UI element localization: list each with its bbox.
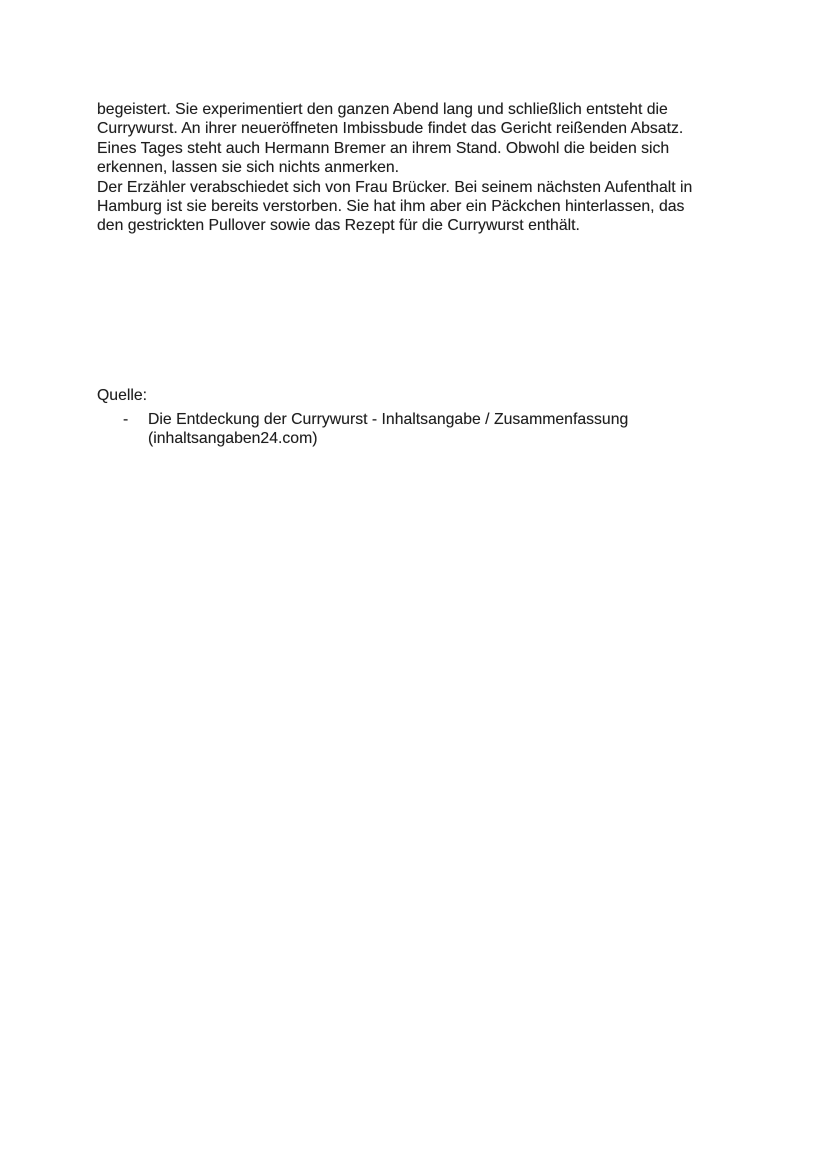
- source-item-line-1: Die Entdeckung der Currywurst - Inhaltsangabe / Zusammenfassung: [148, 410, 629, 428]
- text-line: begeistert. Sie experimentiert den ganzen Abend lang und schließlich entsteht die: [97, 101, 668, 118]
- source-item-line-2: (inhaltsangaben24.com): [148, 430, 318, 448]
- source-label: Quelle:: [97, 387, 148, 404]
- paragraph-1: [97, 100, 692, 178]
- text-line: Hamburg ist sie bereits verstorben. Sie hat ihm aber ein Päckchen hinterlassen, das: [97, 197, 685, 215]
- text-line: Currywurst. An ihrer neueröffneten Imbissbude findet das Gericht reißenden Absatz.: [97, 120, 684, 138]
- source-list-item: [123, 410, 628, 449]
- paragraph-2: [97, 178, 692, 236]
- text-line: erkennen, lassen sie sich nichts anmerken.: [97, 159, 400, 177]
- text-line: Der Erzähler verabschiedet sich von Frau Brücker. Bei seinem nächsten Aufenthalt in: [97, 178, 693, 196]
- body-text: [97, 100, 692, 236]
- text-line: Eines Tages steht auch Hermann Bremer an ihrem Stand. Obwohl die beiden sich: [97, 139, 670, 157]
- source-section: [97, 386, 629, 448]
- source-item-text: [148, 410, 628, 449]
- bullet-dash: -: [123, 410, 129, 428]
- text-line: den gestrickten Pullover sowie das Rezept für die Currywurst enthält.: [97, 217, 580, 235]
